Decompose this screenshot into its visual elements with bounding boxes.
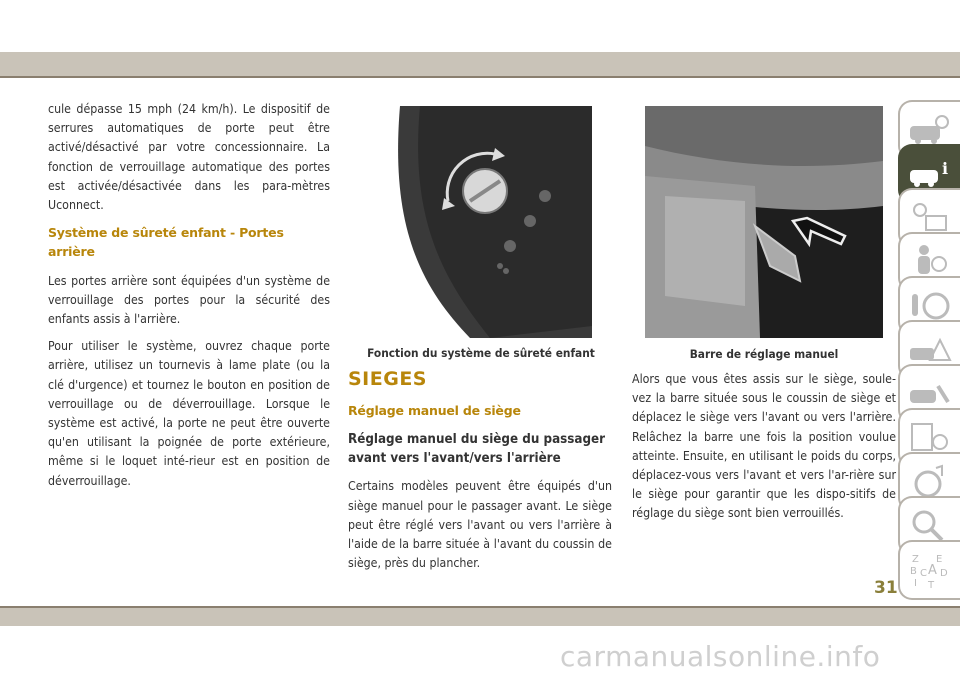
seat-bar-figure bbox=[645, 106, 883, 338]
paragraph: cule dépasse 15 mph (24 km/h). Le dispositif de serrures automatiques de porte peut être activé/désactivé par votre concessionnaire. La fonction de verrouillage automatique des portes est activée/désactivée dans les para-mètres Uconnect. bbox=[48, 102, 330, 213]
index-icon bbox=[906, 548, 954, 592]
tab-index[interactable] bbox=[898, 540, 960, 600]
figure-caption: Fonction du système de sûreté enfant bbox=[367, 346, 595, 360]
bottom-band bbox=[0, 608, 960, 626]
svg-text:A: A bbox=[928, 563, 937, 578]
top-rule bbox=[0, 76, 960, 78]
section-heading-manual-seat: Réglage manuel de siège bbox=[348, 403, 521, 419]
svg-text:C: C bbox=[920, 568, 927, 579]
column-middle bbox=[348, 370, 612, 581]
subsection-heading: Réglage manuel du siège du passager avant vers l'avant/vers l'arrière bbox=[348, 432, 606, 467]
figure-caption: Barre de réglage manuel bbox=[689, 347, 839, 361]
svg-text:T: T bbox=[928, 580, 935, 591]
svg-text:B: B bbox=[910, 566, 917, 577]
paragraph: Les portes arrière sont équipées d'un système de verrouillage des portes pour la sécurité des enfants assis à l'arrière. bbox=[48, 273, 330, 327]
paragraph: Pour utiliser le système, ouvrez chaque porte arrière, utilisez un tournevis à lame plate (ou la clé d'urgence) et tournez le bouton en position de verrouillage ou de déverrouillage. Lorsque le système est activé, la porte ne peut être ouverte qu'en utilisant la poignée de porte extérieure, même si le loquet inté-rieur est en position de déverrouillage. bbox=[48, 339, 330, 488]
svg-text:D: D bbox=[940, 568, 948, 579]
section-title: SIEGES bbox=[348, 368, 427, 390]
page-number: 31 bbox=[874, 578, 898, 598]
paragraph: Certains modèles peuvent être équipés d'un siège manuel pour le passager avant. Le siège peut être réglé vers l'avant ou vers l'arrière à l'aide de la barre située à l'avant du coussin de siège, près du plancher. bbox=[348, 479, 612, 571]
svg-text:E: E bbox=[936, 554, 943, 565]
svg-text:Z: Z bbox=[912, 554, 919, 565]
section-heading-child-lock: Système de sûreté enfant - Portes arrière bbox=[48, 225, 284, 260]
top-band bbox=[0, 52, 960, 76]
paragraph: Alors que vous êtes assis sur le siège, soule-vez la barre située sous le coussin de siège et déplacez le siège vers l'avant ou vers l'arrière. Relâchez la barre une fois la position voulue atteinte. Ensuite, en utilisant le poids du corps, déplacez-vous vers l'avant et vers l'ar-rière sur le siège pour garantir que les dispo-sitifs de réglage du siège sont bien verrouillés. bbox=[632, 372, 896, 521]
svg-text:I: I bbox=[914, 578, 917, 589]
column-right bbox=[632, 370, 896, 532]
column-left bbox=[48, 100, 330, 499]
svg-text:i: i bbox=[942, 159, 949, 178]
child-lock-figure bbox=[360, 106, 592, 338]
watermark: carmanualsonline.info bbox=[560, 640, 881, 673]
